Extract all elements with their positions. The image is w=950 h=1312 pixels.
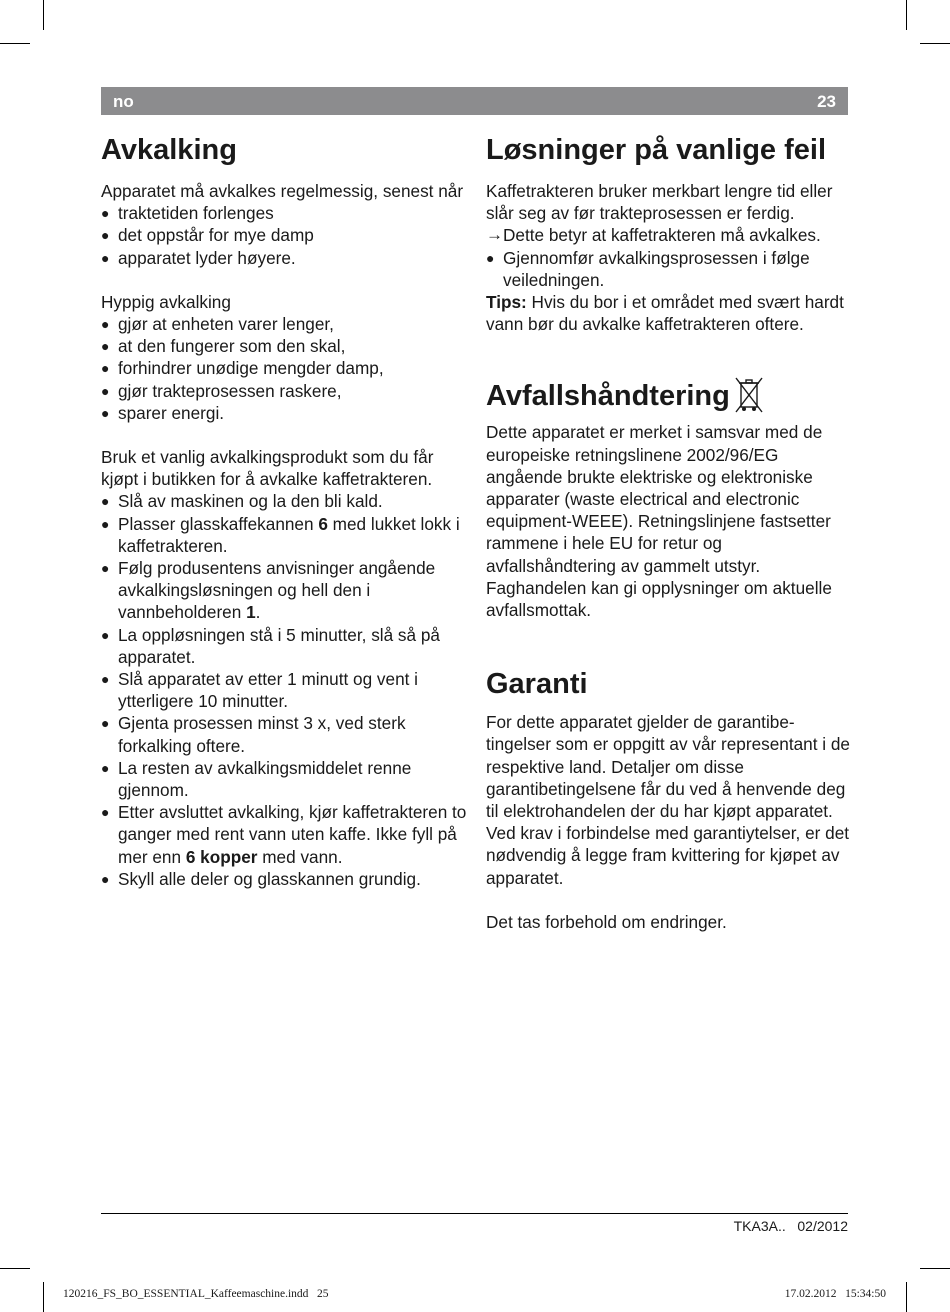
crop-mark [906,1282,907,1312]
waste-title-row [486,377,856,415]
step-item: ● La resten av avkalkingsmiddelet renne gjennom. [101,757,471,801]
right-column [486,131,856,933]
list-item: ● forhindrer unødige mengder damp, [101,357,471,379]
faults-text: Kaffetrakteren bruker merkbart lengre tid eller slår seg av før trakteprosessen er ferdig. [486,181,833,224]
crop-mark [920,43,950,44]
crop-mark [906,0,907,30]
step-item: ● Følg produsentens anvisninger angående avkalkingsløsningen og hell den i vannbeholderen 1. [101,557,471,624]
arrow-item: → Dette betyr at kaffetrakteren må avkalkes. [486,224,856,246]
list-item: ● apparatet lyder høyere. [101,247,471,269]
descaling-steps-list [101,490,471,890]
descaling-title: Avkalking [101,134,237,166]
step-item: ● Slå av maskinen og la den bli kald. [101,490,471,512]
step-item: ● Slå apparatet av etter 1 minutt og vent i ytterligere 10 minutter. [101,668,471,712]
page-header-bar [101,87,848,115]
crop-mark [920,1268,950,1269]
step-item: ● Etter avsluttet avkalking, kjør kaffetrakteren to ganger med rent vann uten kaffe. Ikke fyll på mer enn 6 kopper med vann. [101,801,471,868]
step-item: ● Skyll alle deler og glasskannen grundig. [101,868,471,890]
descaling-when-list [101,202,471,269]
crop-mark [43,1282,44,1312]
crop-mark [43,0,44,30]
warranty-title: Garanti [486,668,588,701]
list-item: ● sparer energi. [101,402,471,424]
list-item: ● Gjennomfør avkalkingsprosessen i følge veiledningen. [486,247,856,291]
step-item: ● La oppløsningen stå i 5 minutter, slå så på apparatet. [101,624,471,668]
list-item: ● det oppstår for mye damp [101,224,471,246]
page-number: 23 [817,92,836,111]
left-column [101,131,471,890]
reservation-text: Det tas forbehold om endringer. [486,911,727,932]
tips-label: Tips: [486,292,527,313]
step-item: ● Gjenta prosessen minst 3 x, ved sterk forkalking oftere. [101,712,471,756]
crop-mark [0,43,30,44]
language-code: no [113,92,134,111]
slug-datetime: 17.02.2012 15:34:50 [784,1288,886,1300]
descaling-intro: Apparatet må avkalkes regelmessig, senest når [101,181,464,201]
descaling-benefits-list [101,313,471,424]
tips-text: Tips: Hvis du bor i et området med svært hardt vann bør du avkalke kaffetrakteren oftere. [486,292,844,335]
frequent-descaling-label: Hyppig avkalking [101,291,231,312]
list-item: ● at den fungerer som den skal, [101,335,471,357]
footer-model-code: TKA3A.. 02/2012 [733,1218,848,1234]
list-item: ● gjør at enheten varer lenger, [101,313,471,335]
faults-title: Løsninger på vanlige feil [486,134,827,166]
list-item: ● traktetiden forlenges [101,202,471,224]
step-item: ● Plasser glasskaffekannen 6 med lukket lokk i kaffetrakteren. [101,513,471,557]
waste-title: Avfallshåndtering [486,380,730,413]
slug-file-name: 120216_FS_BO_ESSENTIAL_Kaffeemaschine.indd 25 [63,1288,329,1300]
descaling-product-text: Bruk et vanlig avkalkingsprodukt som du får kjøpt i butikken for å avkalke kaffetrakteren. [101,447,434,490]
warranty-text: For dette apparatet gjelder de garantibe-tingelser som er oppgitt av vår representant i de respektive land. Detaljer om disse garantibetingelsene får du ved å henvende deg til elektrohandelen der du har kjøpt apparatet. Ved krav i forbindelse med garantiytelser, er det nødvendig å legge fram kvittering for kjøpet av apparatet. [486,712,850,888]
waste-text: Dette apparatet er merket i samsvar med de europeiske retningslinene 2002/96/EG angående brukte elektriske og elektroniske apparater (waste electrical and electronic equipment-WEEE). Retningslinjene fastsetter rammene i hele EU for retur og avfallshåndtering av gammelt utstyr. Faghandelen kan gi opplysninger om aktuelle avfallsmottak. [486,422,832,621]
faults-list [486,224,856,291]
footer-rule [101,1213,848,1214]
crop-mark [0,1268,30,1269]
list-item: ● gjør trakteprosessen raskere, [101,380,471,402]
crossed-out-wheelie-bin-icon [734,377,764,415]
